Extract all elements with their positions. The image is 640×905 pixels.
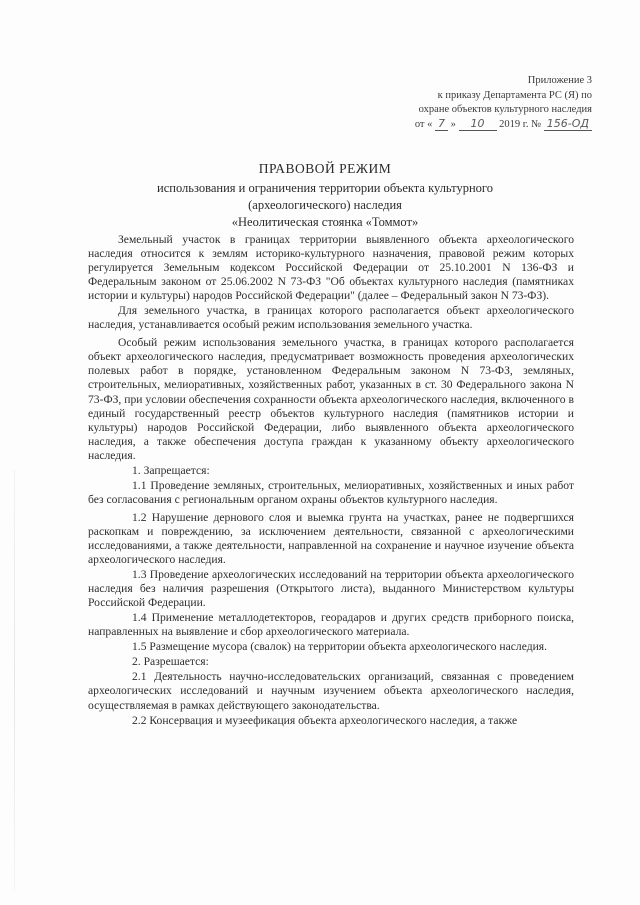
paragraph-special-regime: Для земельного участка, в границах которого располагается объект археологического наследия, устанавливается особый режим использования земельного участка. — [88, 304, 574, 332]
clause-1-5: 1.5 Размещение мусора (свалок) на территории объекта археологического наследия. — [132, 640, 548, 654]
annex-order-line: к приказу Департамента РС (Я) по — [437, 89, 592, 101]
annex-header — [362, 74, 592, 132]
title-subline-1: использования и ограничения территории объекта культурного — [157, 181, 493, 195]
annex-number: 156-ОД — [544, 118, 592, 131]
paragraph-regime-details: Особый режим использования земельного участка, в границах которого располагается объект археологического наследия, предусматривает возможность проведения археологических полевых работ в порядке, установленном Федеральным законом N 73-ФЗ, земляных, строительных, мелиоративных, хозяйственных работ, указанных в ст. 30 Федерального закона N 73-ФЗ, при условии обеспечения сохранности объекта археологического наследия, включенного в единый государственный реестр объектов культурного наследия (памятников истории и культуры) народов Российской Федерации, либо выявленного объекта археологического наследия, а также обеспечения доступа граждан к указанному объекту археологического наследия. — [88, 336, 574, 462]
document-title: ПРАВОВОЙ РЕЖИМ — [258, 161, 392, 176]
section-heading-allowed: 2. Разрешается: — [132, 655, 209, 669]
annex-date-line — [362, 118, 592, 133]
annex-day: 7 — [435, 118, 448, 131]
clause-2-2: 2.2 Консервация и музеефикация объекта археологического наследия, а также — [132, 713, 518, 727]
annex-date-mid: » — [450, 118, 456, 130]
document-body — [88, 233, 574, 729]
clause-1-1: 1.1 Проведение земляных, строительных, мелиоративных, хозяйственных и иных работ без согласования с региональным органом охраны объектов культурного наследия. — [88, 478, 574, 506]
clause-1-3: 1.3 Проведение археологических исследований на территории объекта археологического наследия без наличия разрешения (Открытого листа), выданного Министерством культуры Российской Федерации. — [88, 568, 574, 610]
annex-date-prefix: от « — [414, 118, 433, 130]
title-subline-2: (археологического) наследия — [248, 198, 402, 212]
document-title-block — [100, 160, 550, 231]
annex-month: 10 — [459, 118, 497, 131]
annex-year: 2019 г. № — [499, 118, 542, 130]
clause-1-4: 1.4 Применение металлодетекторов, георадаров и других средств приборного поиска, направленных на выявление и сбор археологического материала. — [88, 611, 574, 639]
clause-2-1: 2.1 Деятельность научно-исследовательских организаций, связанная с проведением археологических исследований и научным изучением объекта археологического наследия, осуществляемая в рамках действующего законодательства. — [88, 670, 574, 712]
annex-department-line: охране объектов культурного наследия — [418, 104, 592, 115]
clause-1-2: 1.2 Нарушение дернового слоя и выемка грунта на участках, ранее не подвергшихся раскопкам и повреждению, за исключением деятельности, связанной с археологическими исследованиями, а также деятельности, направленной на сохранение и научное изучение объекта археологического наследия. — [88, 510, 574, 567]
section-heading-prohibited: 1. Запрещается: — [132, 463, 210, 477]
title-subline-3: «Неолитическая стоянка «Томмот» — [231, 215, 419, 229]
paragraph-land-plot-status: Земельный участок в границах территории выявленного объекта археологического наследия относится к землям историко-культурного назначения, правовой режим которых регулируется Земельным кодексом Российской Федерации от 25.10.2001 N 136-ФЗ и Федеральным законом от 25.06.2002 N 73-ФЗ "Об объектах культурного наследия (памятниках истории и культуры) народов Российской Федерации" (далее – Федеральный закон N 73-ФЗ). — [88, 233, 574, 303]
annex-title: Приложение 3 — [527, 75, 592, 86]
scan-edge-shadow — [14, 470, 15, 890]
